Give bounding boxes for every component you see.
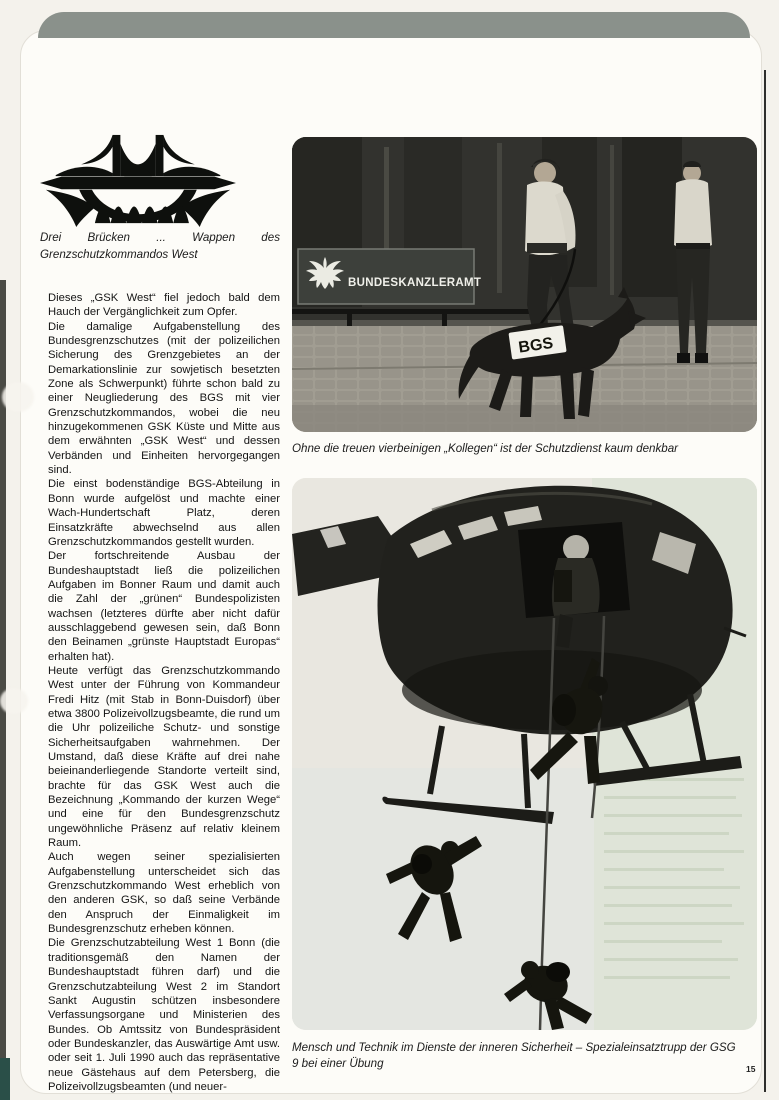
sign-text: BUNDESKANZLERAMT <box>348 277 482 289</box>
police-dog-photo <box>292 137 757 432</box>
scan-smudge <box>0 688 28 714</box>
article-body <box>48 291 280 1094</box>
bundeskanzleramt-sign <box>298 249 481 304</box>
article-paragraph: Die damalige Aufgabenstellung des Bundesgrenzschutzes (mit der polizeilichen Sicherung des Grenzgebietes an der Demarkationslinie zur sowjetisch besetzten Zone als Schwerpunkt) führte schon bald zu einer Neugliederung des BGS mit vier Grenzschutzkommandos, wobei die neu hinzugekommenen GSK Küste und Mitte aus dem erwähnten „GSK West“ und dessen Verbänden und Einheiten hervorgegangen sind. <box>48 320 280 477</box>
photo1-caption: Ohne die treuen vierbeinigen „Kollegen“ ist der Schutzdienst kaum denkbar <box>292 442 679 455</box>
page-top-band <box>38 12 750 38</box>
article-paragraph: Der fortschreitende Ausbau der Bundeshauptstadt ließ die polizeilichen Aufgaben im Bonner Raum und damit auch die Zahl der „grünen“ Bundespolizisten wachsen (letzteres dürfte aber nicht dafür ausschlaggebend gewesen sein, daß Bonn den Beinamen „grünste Hauptstadt Europas“ erhalten hat). <box>48 550 280 663</box>
article-paragraph: Auch wegen seiner spezialisierten Aufgabenstellung unterscheidet sich das Grenzschutzkommando West erheblich von den anderen GSK, so daß seine Verbände den Anspruch der Einmaligkeit im Bundesgrenzschutz erheben können. <box>48 851 280 936</box>
photo2-caption: Mensch und Technik im Dienste der inneren Sicherheit – Spezialeinsatztrupp der GSG 9 bei einer Übung <box>292 1041 736 1070</box>
article-paragraph: Dieses „GSK West“ fiel jedoch bald dem Hauch der Vergänglichkeit zum Opfer. <box>48 292 280 319</box>
page-number: 15 <box>746 1064 756 1074</box>
emblem-caption: Drei Brücken ... Wappen des Grenzschutzkommandos West <box>40 231 280 261</box>
three-bridges-emblem-icon <box>40 132 236 228</box>
scan-smudge <box>2 382 34 412</box>
scan-edge-teal <box>0 1058 10 1100</box>
page-edge-line <box>764 70 766 1092</box>
helicopter-photo <box>292 478 757 1030</box>
article-paragraph: Die einst bodenständige BGS-Abteilung in Bonn wurde aufgelöst und machte einer Wach-Hundertschaft Platz, deren Einsatzkräfte abwechselnd aus allen Grenzschutzkommandos gestellt wurden. <box>48 478 280 548</box>
dog-vest-text: BGS <box>517 334 555 357</box>
article-paragraph: Die Grenzschutzabteilung West 1 Bonn (die traditionsgemäß den Namen der Bundeshauptstadt führen darf) und die Grenzschutzabteilung West 2 im Standort Sankt Augustin schützen insbesondere Verfassungsorgane und Ministerien des Bundes. Ob Amtssitz von Bundespräsident oder Bundeskanzler, das Auswärtige Amt usw. oder seit 1. Juli 1990 auch das repräsentative neue Gästehaus auf dem Petersberg, die Polizeivollzugsbeamten (und neuer- <box>48 937 280 1093</box>
article-paragraph: Heute verfügt das Grenzschutzkommando West unter der Führung von Kommandeur Fredi Hitz (mit Stab in Bonn-Duisdorf) über etwa 3800 Polizeivollzugsbeamte, die rund um die Uhr polizeiliche Schutz- und sonstige Sicherheitsaufgaben wahrnehmen. Der Umstand, daß diese Kräfte auf drei nahe beieinanderliegende Standorte verteilt sind, brachte für das GSK West auch die Bezeichnung „Kommando der kurzen Wege“ und eine für den Bundesgrenzschutz ungewöhnliche Präsenz auf relativ kleinem Raum. <box>48 664 281 850</box>
